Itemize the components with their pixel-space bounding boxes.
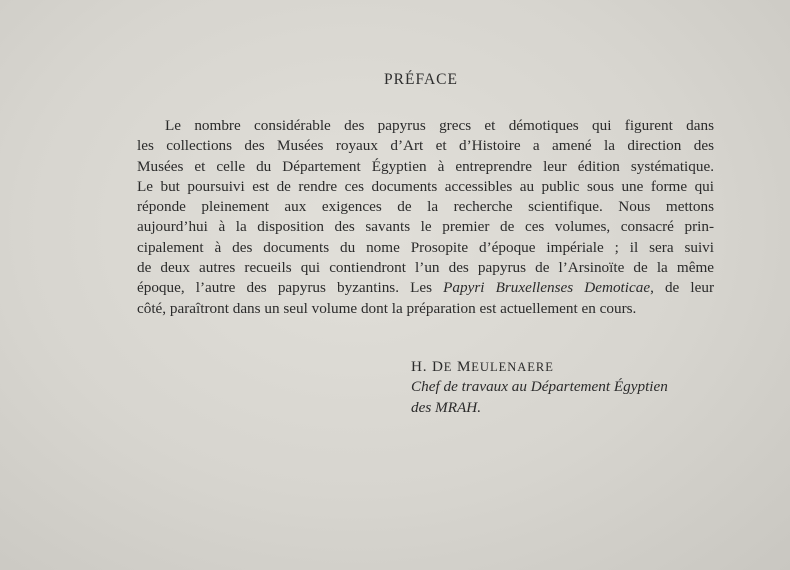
paragraph-line: Le but poursuivi est de rendre ces documents accessibles au public sous une forme qui <box>137 177 714 195</box>
paragraph-line: Musées et celle du Département Égyptien à entreprendre leur édition systématique. <box>137 157 714 175</box>
paragraph-line: de deux autres recueils qui contiendront l’un des papyrus de l’Arsinoïte de la même <box>137 259 714 277</box>
paragraph-text: époque, l’autre des papyrus byzantins. Les <box>137 279 433 297</box>
italic-title: Papyri Bruxellenses Demoticae <box>443 279 651 297</box>
name-part: EULENAERE <box>471 360 554 374</box>
paragraph-line: cipalement à des documents du nome Prosopite d’époque impériale ; il sera suivi <box>137 238 714 256</box>
signature-affiliation: des MRAH. <box>411 398 482 416</box>
name-part: E <box>443 360 453 374</box>
preface-paragraph <box>137 116 714 319</box>
paragraph-line: côté, paraîtront dans un seul volume dont la préparation est actuellement en cours. <box>137 299 637 317</box>
paragraph-line: réponde pleinement aux exigences de la recherche scientifique. Nous mettons <box>137 198 714 216</box>
paragraph-line: aujourd’hui à la disposition des savants le premier de ces volumes, consacré prin- <box>137 218 714 236</box>
signature-block <box>411 357 716 418</box>
paragraph-text: , de leur <box>650 279 714 297</box>
paragraph-line: Le nombre considérable des papyrus grecs et démotiques qui figurent dans <box>165 117 714 134</box>
signature-name <box>411 357 716 377</box>
paragraph-line-mixed <box>137 278 714 298</box>
signature-role: Chef de travaux au Département Égyptien <box>411 378 668 396</box>
page-title: PRÉFACE <box>384 71 458 88</box>
paragraph-line: les collections des Musées royaux d’Art et d’Histoire a amené la direction des <box>137 137 714 155</box>
name-part: M <box>452 358 472 375</box>
name-part: H. D <box>411 358 444 375</box>
